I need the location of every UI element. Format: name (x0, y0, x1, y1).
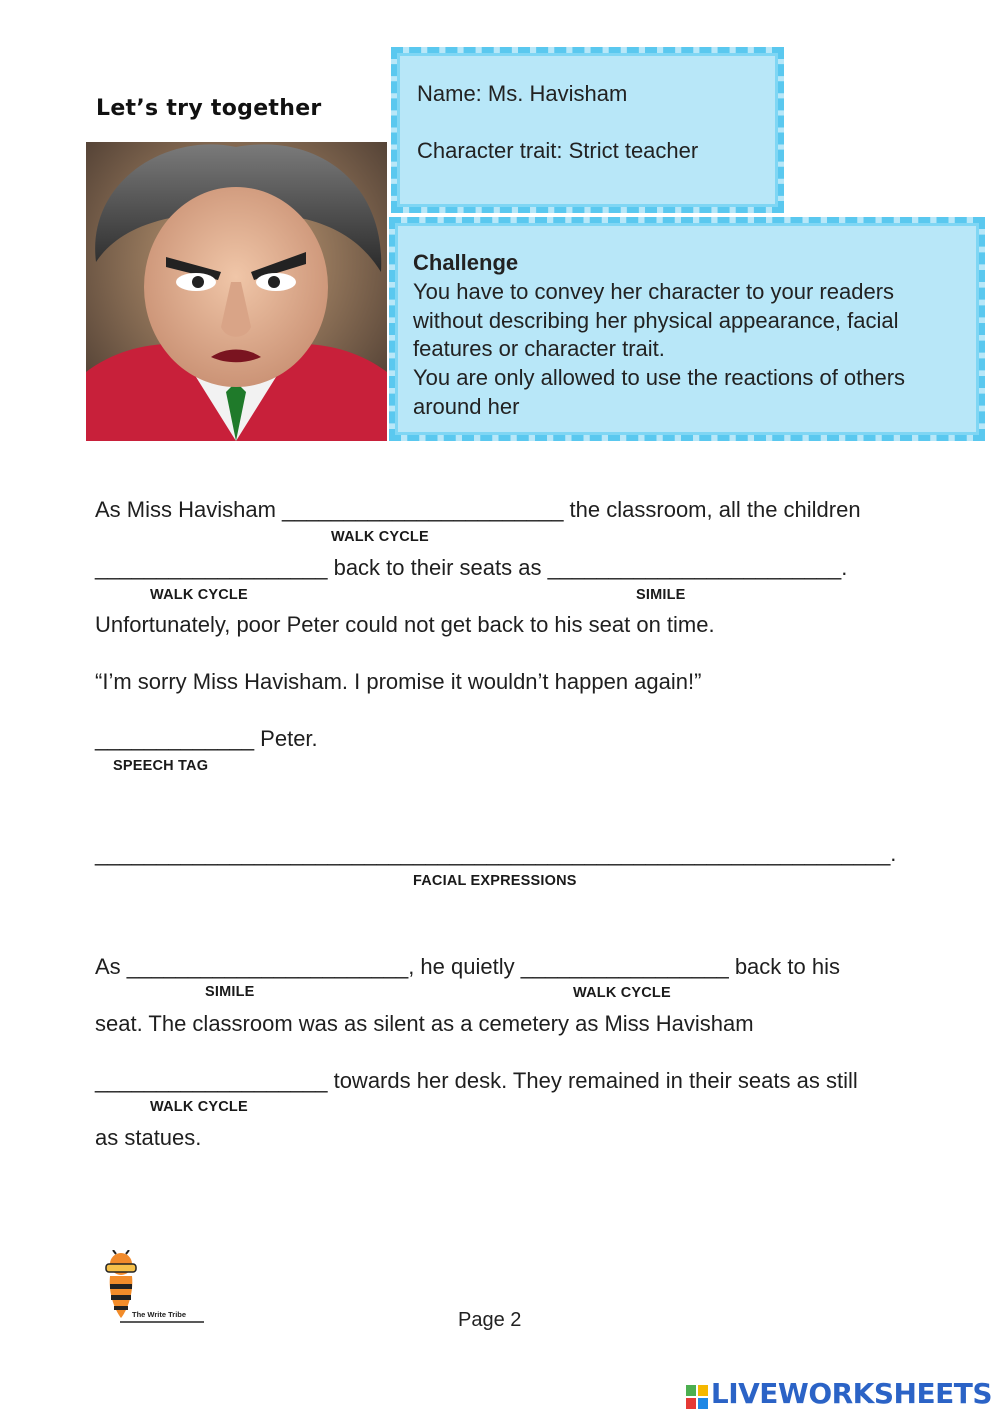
tag-walk-cycle-1: WALK CYCLE (331, 529, 429, 545)
write-tribe-logo (98, 1250, 208, 1325)
brand-text: LIVEWORKSHEETS (710, 1377, 992, 1410)
character-name: Name: Ms. Havisham (417, 81, 628, 106)
tag-walk-cycle-3: WALK CYCLE (573, 985, 671, 1001)
challenge-title: Challenge (413, 250, 519, 275)
challenge-line-3: features or character trait. (413, 336, 665, 361)
page-heading: Let’s try together (96, 96, 322, 121)
story-line-9: ___________________ towards her desk. They remained in their seats as still (95, 1068, 858, 1093)
page-number: Page 2 (458, 1309, 522, 1331)
challenge-line-1: You have to convey her character to your readers (413, 279, 895, 304)
story-line-5: _____________ Peter. (95, 726, 318, 751)
story-line-6: _________________________________________________________________. (95, 841, 897, 866)
character-trait: Character trait: Strict teacher (417, 138, 699, 163)
challenge-line-5: around her (413, 394, 520, 419)
tag-walk-cycle-2: WALK CYCLE (150, 587, 248, 603)
story-line-4: “I’m sorry Miss Havisham. I promise it wouldn’t happen again!” (95, 669, 702, 694)
tag-simile-1: SIMILE (636, 587, 686, 603)
story-line-3: Unfortunately, poor Peter could not get back to his seat on time. (95, 612, 715, 637)
challenge-box (389, 217, 985, 441)
tag-facial-expressions: FACIAL EXPRESSIONS (413, 873, 577, 889)
challenge-line-4: You are only allowed to use the reactions of others (413, 365, 906, 390)
story-line-8: seat. The classroom was as silent as a cemetery as Miss Havisham (95, 1011, 754, 1036)
challenge-line-2: without describing her physical appearance, facial (413, 308, 899, 333)
character-portrait (86, 142, 387, 441)
tag-speech-tag: SPEECH TAG (113, 758, 209, 774)
teacher-portrait-illustration (86, 142, 387, 441)
logo-text: The Write Tribe (132, 1310, 187, 1319)
tag-walk-cycle-4: WALK CYCLE (150, 1099, 248, 1115)
story-line-10: as statues. (95, 1125, 202, 1150)
character-info-box (391, 47, 784, 213)
story-line-2: ___________________ back to their seats as ________________________. (95, 555, 848, 580)
story-line-7: As _______________________, he quietly _________________ back to his (95, 954, 840, 979)
tag-simile-2: SIMILE (205, 984, 255, 1000)
liveworksheets-brand[interactable] (686, 1377, 992, 1410)
liveworksheets-logo-icon (686, 1383, 708, 1407)
story-line-1: As Miss Havisham _______________________ the classroom, all the children (95, 497, 861, 522)
